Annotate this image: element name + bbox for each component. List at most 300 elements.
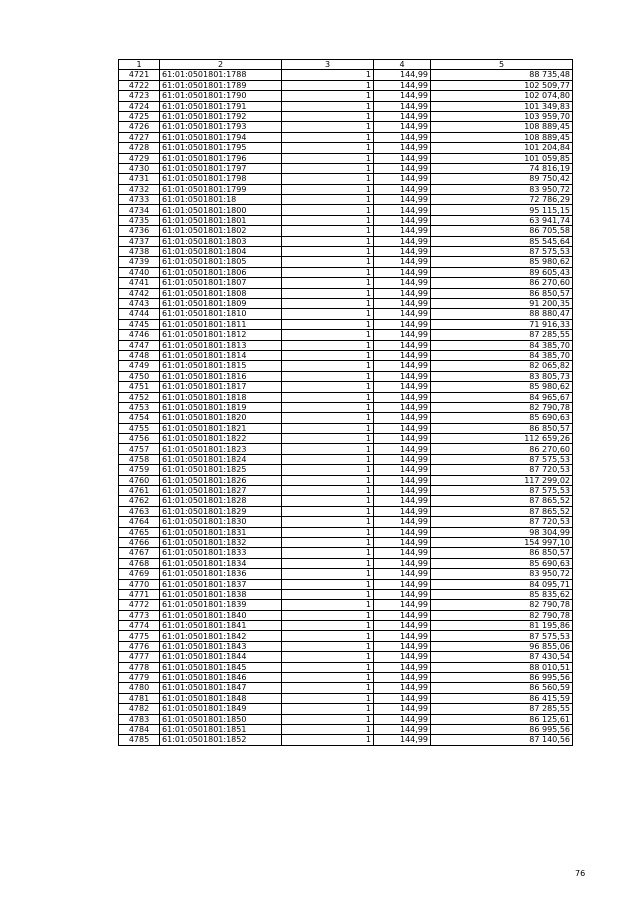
area-cell: 144,99 [374,143,431,153]
value-cell: 82 790,78 [431,610,573,620]
cadastral-number-cell: 61:01:0501801:1813 [160,340,282,350]
count-cell: 1 [282,735,374,745]
row-number-cell: 4767 [119,548,160,558]
count-cell: 1 [282,205,374,215]
row-number-cell: 4724 [119,101,160,111]
count-cell: 1 [282,392,374,402]
count-cell: 1 [282,704,374,714]
area-cell: 144,99 [374,236,431,246]
row-number-cell: 4730 [119,163,160,173]
value-cell: 87 285,55 [431,704,573,714]
area-cell: 144,99 [374,163,431,173]
table-row [119,111,573,121]
area-cell: 144,99 [374,247,431,257]
cadastral-number-cell: 61:01:0501801:1828 [160,496,282,506]
count-cell: 1 [282,215,374,225]
count-cell: 1 [282,111,374,121]
row-number-cell: 4772 [119,600,160,610]
count-cell: 1 [282,465,374,475]
cadastral-number-cell: 61:01:0501801:1825 [160,465,282,475]
area-cell: 144,99 [374,267,431,277]
row-number-cell: 4758 [119,454,160,464]
cadastral-number-cell: 61:01:0501801:1844 [160,652,282,662]
row-number-cell: 4728 [119,143,160,153]
value-cell: 87 865,52 [431,506,573,516]
area-cell: 144,99 [374,662,431,672]
value-cell: 85 980,62 [431,382,573,392]
area-cell: 144,99 [374,257,431,267]
table-row [119,506,573,516]
count-cell: 1 [282,673,374,683]
table-row [119,402,573,412]
table-row [119,641,573,651]
count-cell: 1 [282,361,374,371]
value-cell: 84 965,67 [431,392,573,402]
value-cell: 89 750,42 [431,174,573,184]
count-cell: 1 [282,163,374,173]
area-cell: 144,99 [374,340,431,350]
count-cell: 1 [282,454,374,464]
row-number-cell: 4760 [119,475,160,485]
area-cell: 144,99 [374,704,431,714]
table-row [119,621,573,631]
count-cell: 1 [282,506,374,516]
row-number-cell: 4731 [119,174,160,184]
count-cell: 1 [282,413,374,423]
cadastral-number-cell: 61:01:0501801:1800 [160,205,282,215]
count-cell: 1 [282,496,374,506]
table-row [119,423,573,433]
area-cell: 144,99 [374,153,431,163]
table-row [119,714,573,724]
value-cell: 88 735,48 [431,70,573,80]
table-row [119,496,573,506]
value-cell: 87 285,55 [431,330,573,340]
value-cell: 85 980,62 [431,257,573,267]
count-cell: 1 [282,589,374,599]
count-cell: 1 [282,247,374,257]
cadastral-number-cell: 61:01:0501801:1850 [160,714,282,724]
cadastral-number-cell: 61:01:0501801:1809 [160,298,282,308]
value-cell: 86 705,58 [431,226,573,236]
table-row [119,683,573,693]
row-number-cell: 4737 [119,236,160,246]
table-row [119,704,573,714]
area-cell: 144,99 [374,423,431,433]
cadastral-number-cell: 61:01:0501801:1820 [160,413,282,423]
cadastral-number-cell: 61:01:0501801:1805 [160,257,282,267]
row-number-cell: 4725 [119,111,160,121]
row-number-cell: 4765 [119,527,160,537]
value-cell: 87 865,52 [431,496,573,506]
value-cell: 82 065,82 [431,361,573,371]
table-row [119,122,573,132]
area-cell: 144,99 [374,350,431,360]
count-cell: 1 [282,475,374,485]
count-cell: 1 [282,184,374,194]
cadastral-number-cell: 61:01:0501801:1842 [160,631,282,641]
value-cell: 96 855,06 [431,641,573,651]
count-cell: 1 [282,174,374,184]
cadastral-number-cell: 61:01:0501801:1823 [160,444,282,454]
cadastral-number-cell: 61:01:0501801:1818 [160,392,282,402]
row-number-cell: 4782 [119,704,160,714]
count-cell: 1 [282,714,374,724]
row-number-cell: 4768 [119,558,160,568]
count-cell: 1 [282,569,374,579]
row-number-cell: 4780 [119,683,160,693]
area-cell: 144,99 [374,226,431,236]
area-cell: 144,99 [374,558,431,568]
count-cell: 1 [282,382,374,392]
area-cell: 144,99 [374,174,431,184]
table-row [119,330,573,340]
cadastral-number-cell: 61:01:0501801:1788 [160,70,282,80]
table-row [119,226,573,236]
area-cell: 144,99 [374,600,431,610]
table-row [119,392,573,402]
row-number-cell: 4775 [119,631,160,641]
count-cell: 1 [282,434,374,444]
row-number-cell: 4778 [119,662,160,672]
count-cell: 1 [282,444,374,454]
value-cell: 87 575,53 [431,631,573,641]
value-cell: 85 835,62 [431,589,573,599]
count-cell: 1 [282,517,374,527]
row-number-cell: 4743 [119,298,160,308]
count-cell: 1 [282,579,374,589]
row-number-cell: 4770 [119,579,160,589]
row-number-cell: 4764 [119,517,160,527]
row-number-cell: 4746 [119,330,160,340]
table-row [119,278,573,288]
column-header-3: 3 [282,60,374,70]
area-cell: 144,99 [374,434,431,444]
area-cell: 144,99 [374,641,431,651]
table-row [119,267,573,277]
table-row [119,454,573,464]
count-cell: 1 [282,309,374,319]
table-row [119,91,573,101]
column-header-2: 2 [160,60,282,70]
row-number-cell: 4754 [119,413,160,423]
count-cell: 1 [282,195,374,205]
table-row [119,725,573,735]
row-number-cell: 4732 [119,184,160,194]
table-row [119,475,573,485]
value-cell: 103 959,70 [431,111,573,121]
row-number-cell: 4721 [119,70,160,80]
cadastral-number-cell: 61:01:0501801:1810 [160,309,282,319]
row-number-cell: 4761 [119,486,160,496]
table-row [119,132,573,142]
count-cell: 1 [282,70,374,80]
cadastral-number-cell: 61:01:0501801:1804 [160,247,282,257]
cadastral-number-cell: 61:01:0501801:1841 [160,621,282,631]
value-cell: 89 605,43 [431,267,573,277]
value-cell: 86 995,56 [431,725,573,735]
count-cell: 1 [282,423,374,433]
area-cell: 144,99 [374,195,431,205]
count-cell: 1 [282,226,374,236]
table-row [119,371,573,381]
value-cell: 87 720,53 [431,517,573,527]
count-cell: 1 [282,631,374,641]
cadastral-number-cell: 61:01:0501801:1838 [160,589,282,599]
area-cell: 144,99 [374,496,431,506]
count-cell: 1 [282,122,374,132]
count-cell: 1 [282,143,374,153]
cadastral-number-cell: 61:01:0501801:1846 [160,673,282,683]
area-cell: 144,99 [374,80,431,90]
area-cell: 144,99 [374,309,431,319]
value-cell: 154 997,10 [431,537,573,547]
area-cell: 144,99 [374,517,431,527]
table-row [119,589,573,599]
table-row [119,548,573,558]
area-cell: 144,99 [374,673,431,683]
count-cell: 1 [282,340,374,350]
count-cell: 1 [282,267,374,277]
count-cell: 1 [282,621,374,631]
count-cell: 1 [282,558,374,568]
area-cell: 144,99 [374,111,431,121]
count-cell: 1 [282,652,374,662]
table-row [119,413,573,423]
count-cell: 1 [282,600,374,610]
table-row [119,309,573,319]
table-row [119,143,573,153]
area-cell: 144,99 [374,579,431,589]
row-number-cell: 4733 [119,195,160,205]
count-cell: 1 [282,236,374,246]
row-number-cell: 4727 [119,132,160,142]
area-cell: 144,99 [374,621,431,631]
cadastral-number-cell: 61:01:0501801:1831 [160,527,282,537]
cadastral-number-cell: 61:01:0501801:1852 [160,735,282,745]
cadastral-number-cell: 61:01:0501801:1794 [160,132,282,142]
area-cell: 144,99 [374,413,431,423]
table-row [119,195,573,205]
table-row [119,298,573,308]
value-cell: 108 889,45 [431,132,573,142]
table-row [119,662,573,672]
area-cell: 144,99 [374,205,431,215]
row-number-cell: 4734 [119,205,160,215]
row-number-cell: 4742 [119,288,160,298]
table-row [119,184,573,194]
value-cell: 72 786,29 [431,195,573,205]
row-number-cell: 4783 [119,714,160,724]
table-row [119,631,573,641]
table-row [119,610,573,620]
area-cell: 144,99 [374,444,431,454]
table-row [119,70,573,80]
row-number-cell: 4771 [119,589,160,599]
cadastral-number-cell: 61:01:0501801:1821 [160,423,282,433]
cadastral-number-cell: 61:01:0501801:1807 [160,278,282,288]
count-cell: 1 [282,257,374,267]
cadastral-number-cell: 61:01:0501801:1827 [160,486,282,496]
area-cell: 144,99 [374,652,431,662]
value-cell: 87 575,53 [431,486,573,496]
row-number-cell: 4785 [119,735,160,745]
value-cell: 88 010,51 [431,662,573,672]
cadastral-number-cell: 61:01:0501801:1834 [160,558,282,568]
table-row [119,215,573,225]
column-header-4: 4 [374,60,431,70]
table-row [119,693,573,703]
row-number-cell: 4784 [119,725,160,735]
count-cell: 1 [282,537,374,547]
cadastral-number-cell: 61:01:0501801:1791 [160,101,282,111]
row-number-cell: 4736 [119,226,160,236]
cadastral-number-cell: 61:01:0501801:1833 [160,548,282,558]
area-cell: 144,99 [374,298,431,308]
cadastral-number-cell: 61:01:0501801:1798 [160,174,282,184]
cadastral-number-cell: 61:01:0501801:1819 [160,402,282,412]
row-number-cell: 4729 [119,153,160,163]
cadastral-number-cell: 61:01:0501801:1796 [160,153,282,163]
area-cell: 144,99 [374,402,431,412]
table-row [119,735,573,745]
row-number-cell: 4738 [119,247,160,257]
area-cell: 144,99 [374,631,431,641]
area-cell: 144,99 [374,70,431,80]
cadastral-number-cell: 61:01:0501801:1811 [160,319,282,329]
count-cell: 1 [282,319,374,329]
count-cell: 1 [282,402,374,412]
count-cell: 1 [282,725,374,735]
cadastral-number-cell: 61:01:0501801:1826 [160,475,282,485]
value-cell: 74 816,19 [431,163,573,173]
value-cell: 102 509,77 [431,80,573,90]
column-header-5: 5 [431,60,573,70]
value-cell: 86 270,60 [431,278,573,288]
cadastral-number-cell: 61:01:0501801:1845 [160,662,282,672]
cadastral-number-cell: 61:01:0501801:1816 [160,371,282,381]
cadastral-number-cell: 61:01:0501801:1851 [160,725,282,735]
cadastral-number-cell: 61:01:0501801:1802 [160,226,282,236]
area-cell: 144,99 [374,714,431,724]
count-cell: 1 [282,278,374,288]
value-cell: 102 074,80 [431,91,573,101]
cadastral-number-cell: 61:01:0501801:1793 [160,122,282,132]
row-number-cell: 4763 [119,506,160,516]
row-number-cell: 4735 [119,215,160,225]
cadastral-number-cell: 61:01:0501801:1814 [160,350,282,360]
cadastral-number-cell: 61:01:0501801:18 [160,195,282,205]
table-row [119,652,573,662]
table-row [119,569,573,579]
count-cell: 1 [282,641,374,651]
value-cell: 87 430,54 [431,652,573,662]
value-cell: 83 950,72 [431,184,573,194]
row-number-cell: 4749 [119,361,160,371]
count-cell: 1 [282,298,374,308]
area-cell: 144,99 [374,735,431,745]
table-row [119,486,573,496]
cadastral-number-cell: 61:01:0501801:1822 [160,434,282,444]
row-number-cell: 4752 [119,392,160,402]
area-cell: 144,99 [374,693,431,703]
cadastral-number-cell: 61:01:0501801:1824 [160,454,282,464]
count-cell: 1 [282,662,374,672]
value-cell: 85 690,63 [431,558,573,568]
value-cell: 86 850,57 [431,288,573,298]
value-cell: 101 059,85 [431,153,573,163]
area-cell: 144,99 [374,319,431,329]
table-row [119,319,573,329]
row-number-cell: 4766 [119,537,160,547]
value-cell: 87 140,56 [431,735,573,745]
cadastral-number-cell: 61:01:0501801:1847 [160,683,282,693]
page-number: 76 [575,869,586,878]
cadastral-number-cell: 61:01:0501801:1817 [160,382,282,392]
table-row [119,434,573,444]
table-header-row [119,60,573,70]
row-number-cell: 4748 [119,350,160,360]
cadastral-number-cell: 61:01:0501801:1789 [160,80,282,90]
table-row [119,537,573,547]
area-cell: 144,99 [374,589,431,599]
count-cell: 1 [282,683,374,693]
value-cell: 86 850,57 [431,423,573,433]
count-cell: 1 [282,371,374,381]
value-cell: 83 950,72 [431,569,573,579]
value-cell: 86 995,56 [431,673,573,683]
cadastral-number-cell: 61:01:0501801:1815 [160,361,282,371]
value-cell: 112 659,26 [431,434,573,444]
table-row [119,288,573,298]
value-cell: 85 545,64 [431,236,573,246]
table-row [119,527,573,537]
area-cell: 144,99 [374,465,431,475]
value-cell: 87 720,53 [431,465,573,475]
value-cell: 98 304,99 [431,527,573,537]
cadastral-number-cell: 61:01:0501801:1799 [160,184,282,194]
row-number-cell: 4722 [119,80,160,90]
column-header-1: 1 [119,60,160,70]
cadastral-number-cell: 61:01:0501801:1843 [160,641,282,651]
area-cell: 144,99 [374,506,431,516]
row-number-cell: 4755 [119,423,160,433]
cadastral-number-cell: 61:01:0501801:1812 [160,330,282,340]
area-cell: 144,99 [374,371,431,381]
value-cell: 88 880,47 [431,309,573,319]
count-cell: 1 [282,330,374,340]
table-row [119,558,573,568]
value-cell: 101 204,84 [431,143,573,153]
cadastral-number-cell: 61:01:0501801:1836 [160,569,282,579]
row-number-cell: 4781 [119,693,160,703]
area-cell: 144,99 [374,278,431,288]
cadastral-number-cell: 61:01:0501801:1790 [160,91,282,101]
count-cell: 1 [282,288,374,298]
area-cell: 144,99 [374,548,431,558]
value-cell: 101 349,83 [431,101,573,111]
row-number-cell: 4776 [119,641,160,651]
table-row [119,517,573,527]
table-row [119,236,573,246]
row-number-cell: 4773 [119,610,160,620]
value-cell: 108 889,45 [431,122,573,132]
value-cell: 87 575,53 [431,454,573,464]
row-number-cell: 4762 [119,496,160,506]
area-cell: 144,99 [374,475,431,485]
row-number-cell: 4726 [119,122,160,132]
value-cell: 86 415,59 [431,693,573,703]
